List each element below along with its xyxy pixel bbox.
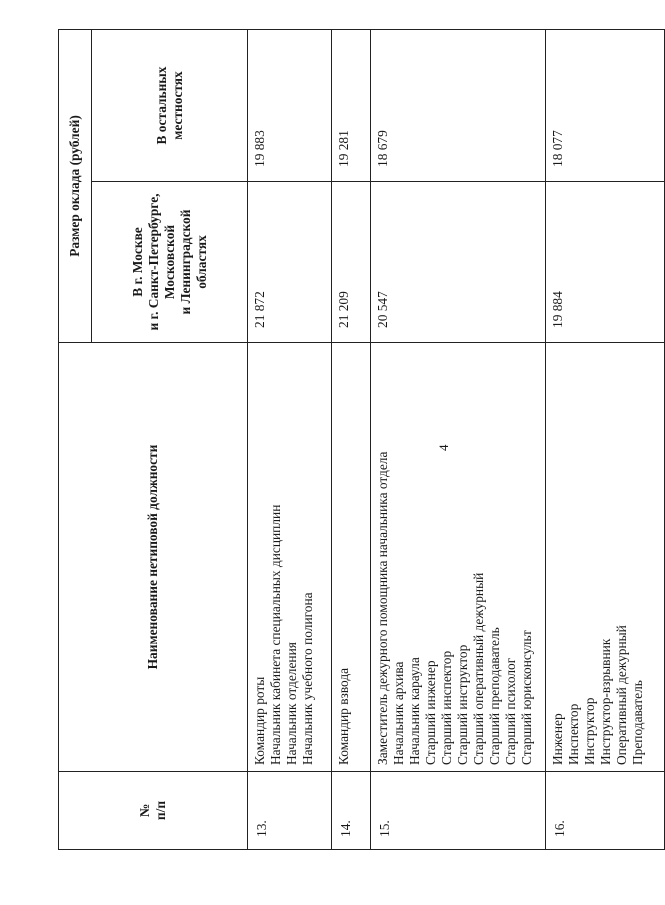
position-cell (371, 343, 546, 772)
page-number: 4 (436, 444, 451, 451)
header-salary-group: Размер оклада (рублей) (59, 29, 92, 342)
position-name: Старший оперативный дежурный (471, 572, 486, 765)
position-cell (546, 343, 665, 772)
position-name: Инспектор (566, 703, 581, 765)
salary-other: 18 679 (371, 29, 546, 181)
header-moscow (92, 182, 248, 343)
position-cell (248, 343, 332, 772)
salary-other: 18 077 (546, 29, 665, 181)
row-number: 14. (332, 772, 371, 850)
row-number: 16. (546, 772, 665, 850)
salary-table (58, 29, 665, 850)
table-row (248, 29, 332, 849)
table-row (371, 29, 546, 849)
salary-moscow: 21 872 (248, 182, 332, 343)
position-name: Старший юрисконсульт (519, 630, 534, 765)
position-name: Командир взвода (336, 667, 351, 765)
table-row (546, 29, 665, 849)
position-name: Инструктор-взрывник (598, 638, 613, 765)
salary-other: 19 281 (332, 29, 371, 181)
position-name: Командир роты (252, 676, 267, 765)
position-name: Старший инспектор (439, 650, 454, 765)
header-other-line-2: местностях (169, 71, 185, 140)
position-name: Инструктор (582, 697, 597, 765)
salary-other: 19 883 (248, 29, 332, 181)
position-name: Старший психолог (503, 657, 518, 765)
position-cell (332, 343, 371, 772)
rotated-table-container (58, 30, 645, 850)
position-name: Старший инструктор (455, 644, 470, 765)
row-number: 15. (371, 772, 546, 850)
header-moscow-line-4: и Ленинградской (177, 209, 193, 315)
salary-moscow: 19 884 (546, 182, 665, 343)
position-name: Старший инженер (423, 660, 438, 765)
position-name: Заместитель дежурного помощника начальника отдела (375, 451, 390, 765)
header-position: Наименование нетиповой должности (59, 343, 248, 772)
position-name: Инженер (550, 713, 565, 765)
header-number (59, 772, 248, 850)
position-name: Начальник учебного полигона (300, 592, 315, 765)
salary-moscow: 20 547 (371, 182, 546, 343)
salary-moscow: 21 209 (332, 182, 371, 343)
header-other (92, 29, 248, 181)
position-name: Оперативный дежурный (614, 625, 629, 765)
header-number-line-2: п/п (153, 800, 168, 821)
position-name: Начальник отделения (284, 642, 299, 765)
table-row (332, 29, 371, 849)
header-moscow-line-5: областях (193, 235, 209, 289)
header-other-line-1: В остальных (153, 66, 169, 145)
header-moscow-line-3: Московской (161, 224, 177, 300)
row-number: 13. (248, 772, 332, 850)
position-name: Начальник кабинета специальных дисциплин (268, 504, 283, 765)
header-moscow-line-2: и г. Санкт-Петербурге, (145, 193, 161, 331)
header-moscow-line-1: В г. Москве (129, 227, 145, 297)
header-number-line-1: № (137, 803, 152, 818)
position-name: Начальник архива (391, 661, 406, 765)
position-name: Начальник караула (407, 657, 422, 765)
position-name: Старший преподаватель (487, 627, 502, 765)
position-name: Преподаватель (630, 680, 645, 765)
